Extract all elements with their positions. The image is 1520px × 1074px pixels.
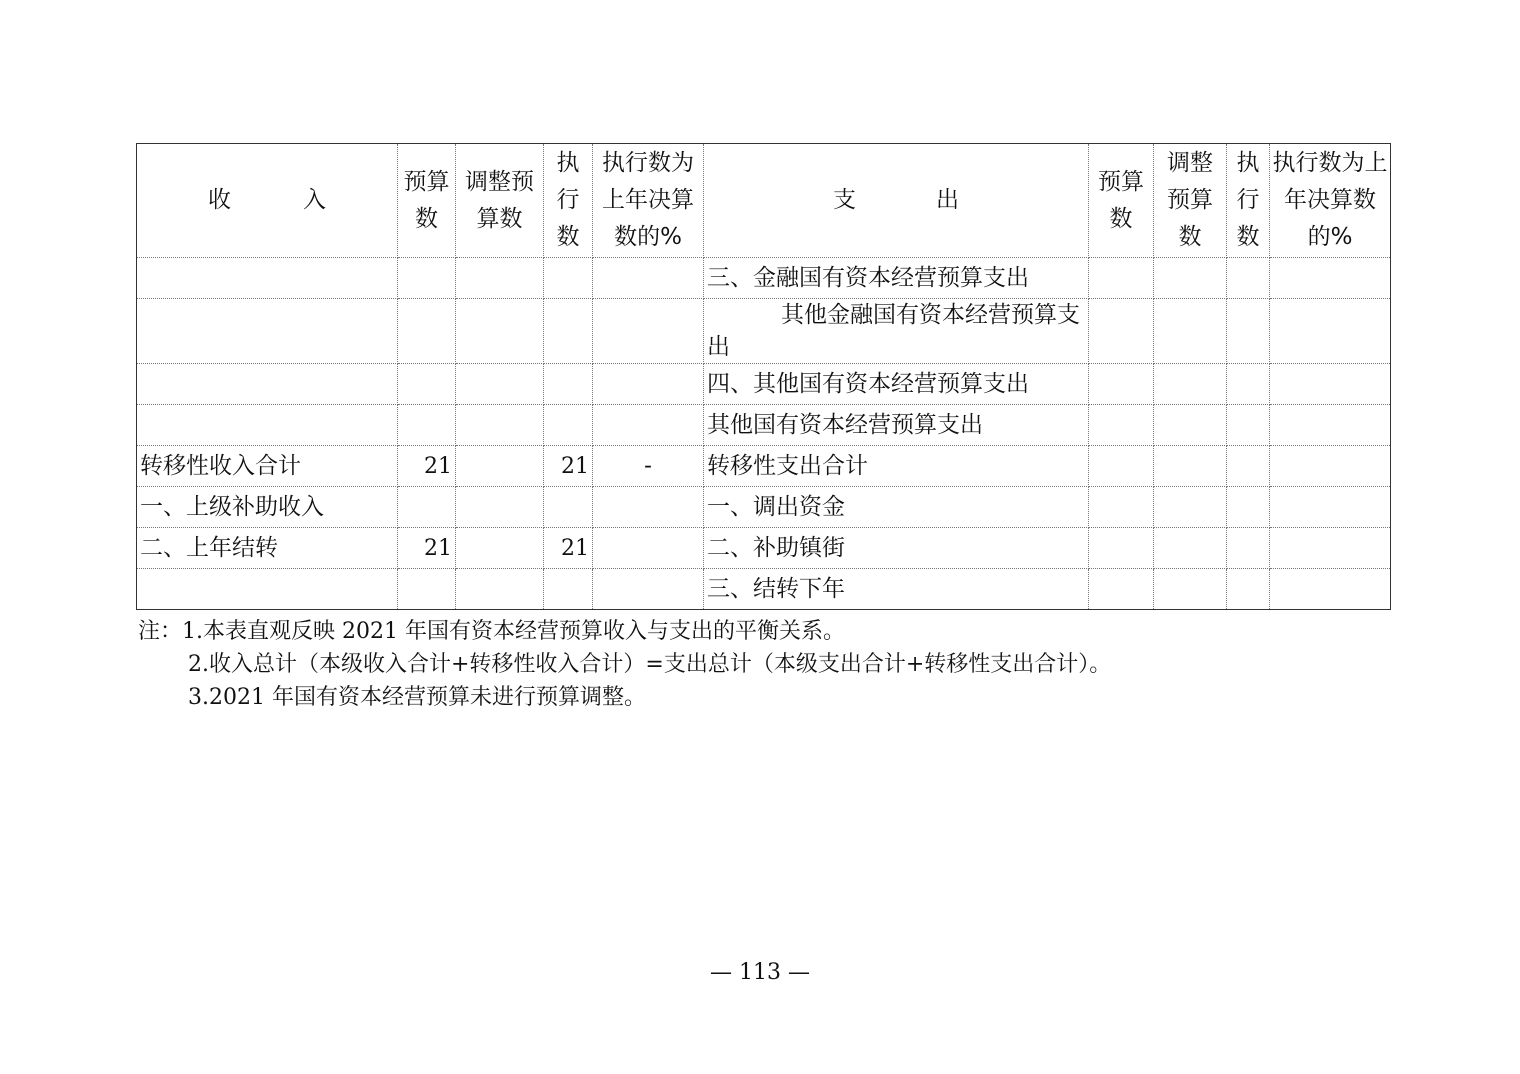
budget-right-cell [1089,446,1154,487]
income-cell [137,569,398,610]
pct-cell [593,405,704,446]
income-cell: 二、上年结转 [137,528,398,569]
budget-cell [398,569,456,610]
adjusted-right-cell [1154,299,1227,364]
executed-cell [544,487,593,528]
expense-cell: 其他金融国有资本经营预算支出 [704,299,1089,364]
executed-cell [544,258,593,299]
budget-right-cell [1089,405,1154,446]
budget-cell [398,487,456,528]
budget-right-cell [1089,364,1154,405]
pct-right-cell [1270,299,1391,364]
income-cell [137,405,398,446]
pct-cell [593,364,704,405]
executed-cell [544,405,593,446]
adjusted-cell [456,405,544,446]
adjusted-cell [456,258,544,299]
header-adjusted-budget-right: 调整预算数 [1154,144,1227,258]
adjusted-right-cell [1154,364,1227,405]
header-adjusted-budget: 调整预算数 [456,144,544,258]
budget-cell [398,258,456,299]
pct-cell [593,299,704,364]
pct-right-cell [1270,446,1391,487]
adjusted-cell [456,487,544,528]
budget-right-cell [1089,258,1154,299]
executed-right-cell [1227,258,1270,299]
budget-cell: 21 [398,446,456,487]
table-row [137,487,1391,528]
header-expense: 支 出 [704,144,1089,258]
pct-cell [593,528,704,569]
executed-right-cell [1227,446,1270,487]
expense-cell: 三、金融国有资本经营预算支出 [704,258,1089,299]
header-pct-prev-year: 执行数为上年决算数的% [593,144,704,258]
pct-cell [593,569,704,610]
expense-cell: 二、补助镇街 [704,528,1089,569]
adjusted-right-cell [1154,569,1227,610]
expense-cell: 其他国有资本经营预算支出 [704,405,1089,446]
table-note-2: 2.收入总计（本级收入合计+转移性收入合计）=支出总计（本级支出合计+转移性支出合计）。 [188,652,1112,677]
executed-cell: 21 [544,528,593,569]
executed-cell: 21 [544,446,593,487]
table-header-row [137,144,1391,258]
adjusted-right-cell [1154,528,1227,569]
executed-right-cell [1227,405,1270,446]
expense-cell: 四、其他国有资本经营预算支出 [704,364,1089,405]
executed-right-cell [1227,528,1270,569]
income-cell [137,299,398,364]
adjusted-cell [456,569,544,610]
executed-right-cell [1227,364,1270,405]
executed-cell [544,364,593,405]
pct-right-cell [1270,569,1391,610]
header-executed-right: 执行数 [1227,144,1270,258]
table-note-1: 注：1.本表直观反映 2021 年国有资本经营预算收入与支出的平衡关系。 [138,619,845,644]
adjusted-cell [456,446,544,487]
adjusted-right-cell [1154,446,1227,487]
table-row [137,364,1391,405]
page-number: — 113 — [710,960,810,985]
pct-right-cell [1270,405,1391,446]
expense-cell: 转移性支出合计 [704,446,1089,487]
adjusted-right-cell [1154,258,1227,299]
pct-right-cell [1270,364,1391,405]
header-budget: 预算数 [398,144,456,258]
adjusted-cell [456,364,544,405]
header-budget-right: 预算数 [1089,144,1154,258]
budget-right-cell [1089,299,1154,364]
income-cell: 转移性收入合计 [137,446,398,487]
executed-right-cell [1227,569,1270,610]
header-income: 收 入 [137,144,398,258]
adjusted-right-cell [1154,405,1227,446]
income-cell [137,258,398,299]
adjusted-right-cell [1154,487,1227,528]
header-executed: 执行数 [544,144,593,258]
budget-cell [398,364,456,405]
budget-cell: 21 [398,528,456,569]
executed-right-cell [1227,487,1270,528]
pct-cell [593,487,704,528]
header-pct-prev-year-right: 执行数为上年决算数的% [1270,144,1391,258]
budget-cell [398,405,456,446]
adjusted-cell [456,528,544,569]
executed-right-cell [1227,299,1270,364]
executed-cell [544,569,593,610]
budget-right-cell [1089,528,1154,569]
income-cell: 一、上级补助收入 [137,487,398,528]
budget-right-cell [1089,569,1154,610]
table-row [137,258,1391,299]
table-row [137,405,1391,446]
pct-right-cell [1270,528,1391,569]
pct-cell: - [593,446,704,487]
executed-cell [544,299,593,364]
pct-cell [593,258,704,299]
table-row [137,446,1391,487]
table-row [137,299,1391,364]
pct-right-cell [1270,258,1391,299]
table-row [137,528,1391,569]
adjusted-cell [456,299,544,364]
pct-right-cell [1270,487,1391,528]
budget-balance-table [136,143,1391,610]
expense-cell: 一、调出资金 [704,487,1089,528]
table-note-3: 3.2021 年国有资本经营预算未进行预算调整。 [188,685,646,710]
table-row [137,569,1391,610]
budget-cell [398,299,456,364]
budget-right-cell [1089,487,1154,528]
income-cell [137,364,398,405]
expense-cell: 三、结转下年 [704,569,1089,610]
